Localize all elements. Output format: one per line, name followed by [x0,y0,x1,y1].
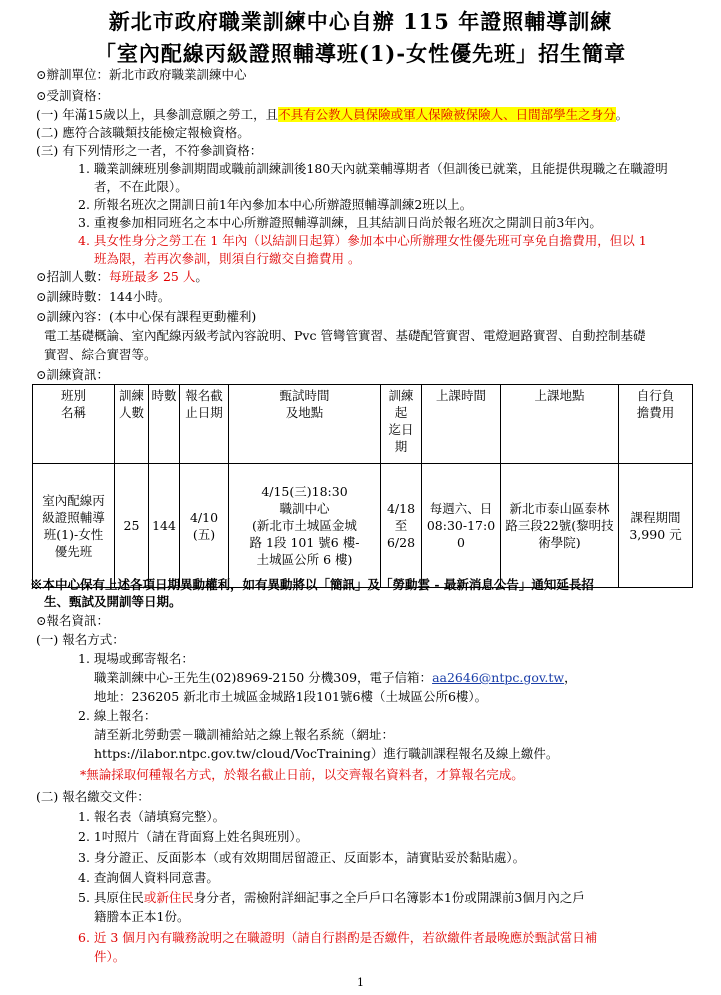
eligibility-item-1-end: 。 [615,107,629,122]
registration-method-heading: (一) 報名方式： [36,632,125,647]
method-online: 2. 線上報名： [78,708,157,723]
method-online-desc: 請至新北勞動雲－職訓補給站之線上報名系統（網址： [94,727,395,742]
header-deadline: 報名截 止日期 [180,385,229,464]
contact-email-link[interactable]: aa2646@ntpc.gov.tw [432,670,565,685]
enrollment [36,268,208,285]
eligibility-item-1 [36,106,628,123]
document-1: 1. 報名表（請填寫完整）。 [78,809,226,824]
training-content-line-2: 實習、綜合實習等。 [44,347,157,362]
document-5-red: 或新住民 [143,890,194,905]
eligibility-item-1-highlight: 不具有公教人員保險或軍人保險被保險人、日間部學生之身分 [278,107,616,122]
contact-comma: ， [564,670,577,685]
eligibility-item-3: (三) 有下列情形之一者，不符參訓資格： [36,143,263,158]
cell-trainee-count: 25 [115,464,149,588]
header-period: 訓練 起 迄日 期 [381,385,422,464]
registration-heading: ⊙報名資訊： [36,613,109,628]
method-online-url[interactable]: https://ilabor.ntpc.gov.tw/cloud/VocTraining）進行職訓課程報名及線上繳件。 [94,746,559,761]
training-info-table [32,384,693,588]
method-onsite: 1. 現場或郵寄報名： [78,651,194,666]
documents-heading: (二) 報名繳交文件： [36,789,150,804]
document-5-cont: 籍謄本正本1份。 [94,909,190,924]
eligibility-sub-4-cont: 班為限，若再次參訓，則須自行繳交自擔費用 。 [94,251,361,266]
schedule-note: ※本中心保有上述各項日期異動權利，如有異動將以「簡訊」及「勞動雲 - 最新消息公告」通知延長招 [30,577,594,592]
cell-fee: 課程期間 3,990 元 [619,464,693,588]
eligibility-sub-4: 4. 具女性身分之勞工在 1 年內（以結訓日起算）參加本中心所辦理女性優先班可享免自擔費用，但以 1 [78,233,647,248]
document-5-text: 5. 具原住民 [78,890,144,905]
document-5 [78,889,585,906]
eligibility-heading: ⊙受訓資格： [36,88,109,103]
table-header-row [33,385,693,464]
registration-note: *無論採取何種報名方式，於報名截止日前，以交齊報名資料者，才算報名完成。 [80,767,524,782]
document-4: 4. 查詢個人資料同意書。 [78,870,219,885]
header-trainee-count: 訓練 人數 [115,385,149,464]
document-3: 3. 身分證正、反面影本（或有效期間居留證正、反面影本，請實貼妥於黏貼處）。 [78,850,526,865]
eligibility-sub-3: 3. 重複參加相同班名之本中心所辦證照輔導訓練，且其結訓日尚於報名班次之開訓日前3年內。 [78,215,602,230]
page-number: 1 [357,976,364,989]
header-location: 上課地點 [501,385,619,464]
header-class-name: 班別 名稱 [33,385,115,464]
cell-class-name: 室內配線丙 級證照輔導 班(1)-女性 優先班 [33,464,115,588]
training-content-line-1: 電工基礎概論、室內配線丙級考試內容說明、Pvc 管彎管實習、基礎配管實習、電燈迴路實習、自動控制基礎 [44,328,646,343]
eligibility-item-2: (二) 應符合該職類技能檢定報檢資格。 [36,125,250,140]
header-hours: 時數 [149,385,180,464]
eligibility-sub-2: 2. 所報名班次之開訓日前1年內參加本中心所辦證照輔導訓練2班以上。 [78,197,473,212]
training-hours: ⊙訓練時數：144小時。 [36,289,171,304]
training-content-heading: ⊙訓練內容：(本中心保有課程更動權利) [36,309,257,324]
cell-location: 新北市泰山區泰林 路三段22號(黎明技 術學院) [501,464,619,588]
contact-text: 職業訓練中心-王先生(02)8969-2150 分機309，電子信箱： [94,670,433,685]
header-fee: 自行負 擔費用 [619,385,693,464]
eligibility-sub-1-cont: 者，不在此限）。 [94,179,188,194]
enrollment-value: 每班最多 25 人 [108,269,196,284]
document-5-rest: 身分者，需檢附詳細記事之全戶戶口名簿影本1份或開課前3個月內之戶 [193,890,585,905]
training-info-heading: ⊙訓練資訊： [36,367,109,382]
eligibility-sub-1: 1. 職業訓練班別參訓期間或職前訓練訓後180天內就業輔導期者（但訓後已就業，且能提供現職之在職證明 [78,161,668,176]
eligibility-item-1-text: (一) 年滿15歲以上，具參訓意願之勞工，且 [36,107,279,122]
page-title: 新北市政府職業訓練中心自辦 115 年證照輔導訓練 [108,9,613,34]
cell-exam: 4/15(三)18:30 職訓中心 (新北市土城區金城 路 1段 101 號6 樓- 土城區公所 6 樓) [229,464,381,588]
cell-period: 4/18 至 6/28 [381,464,422,588]
document-6: 6. 近 3 個月內有職務說明之在職證明（請自行斟酌是否繳件，若欲繳件者最晚應於甄試當日補 [78,930,598,945]
cell-deadline: 4/10 (五) [180,464,229,588]
cell-hours: 144 [149,464,180,588]
page-subtitle: 「室內配線丙級證照輔導班(1)-女性優先班」招生簡章 [94,41,627,66]
method-onsite-address: 地址：236205 新北市土城區金城路1段101號6樓（土城區公所6樓）。 [94,689,488,704]
method-onsite-contact [94,669,577,686]
table-row [33,464,693,588]
enrollment-end: 。 [195,269,208,284]
header-class-time: 上課時間 [422,385,501,464]
document-6-cont: 件）。 [94,949,126,964]
schedule-note-cont: 生、甄試及開訓等日期。 [44,594,182,609]
enrollment-label: ⊙招訓人數： [36,269,109,284]
organizer: ⊙辦訓單位：新北市政府職業訓練中心 [36,67,247,82]
document-2: 2. 1吋照片（請在背面寫上姓名與班別）。 [78,829,309,844]
header-exam: 甄試時間 及地點 [229,385,381,464]
cell-class-time: 每週六、日 08:30-17:0 0 [422,464,501,588]
